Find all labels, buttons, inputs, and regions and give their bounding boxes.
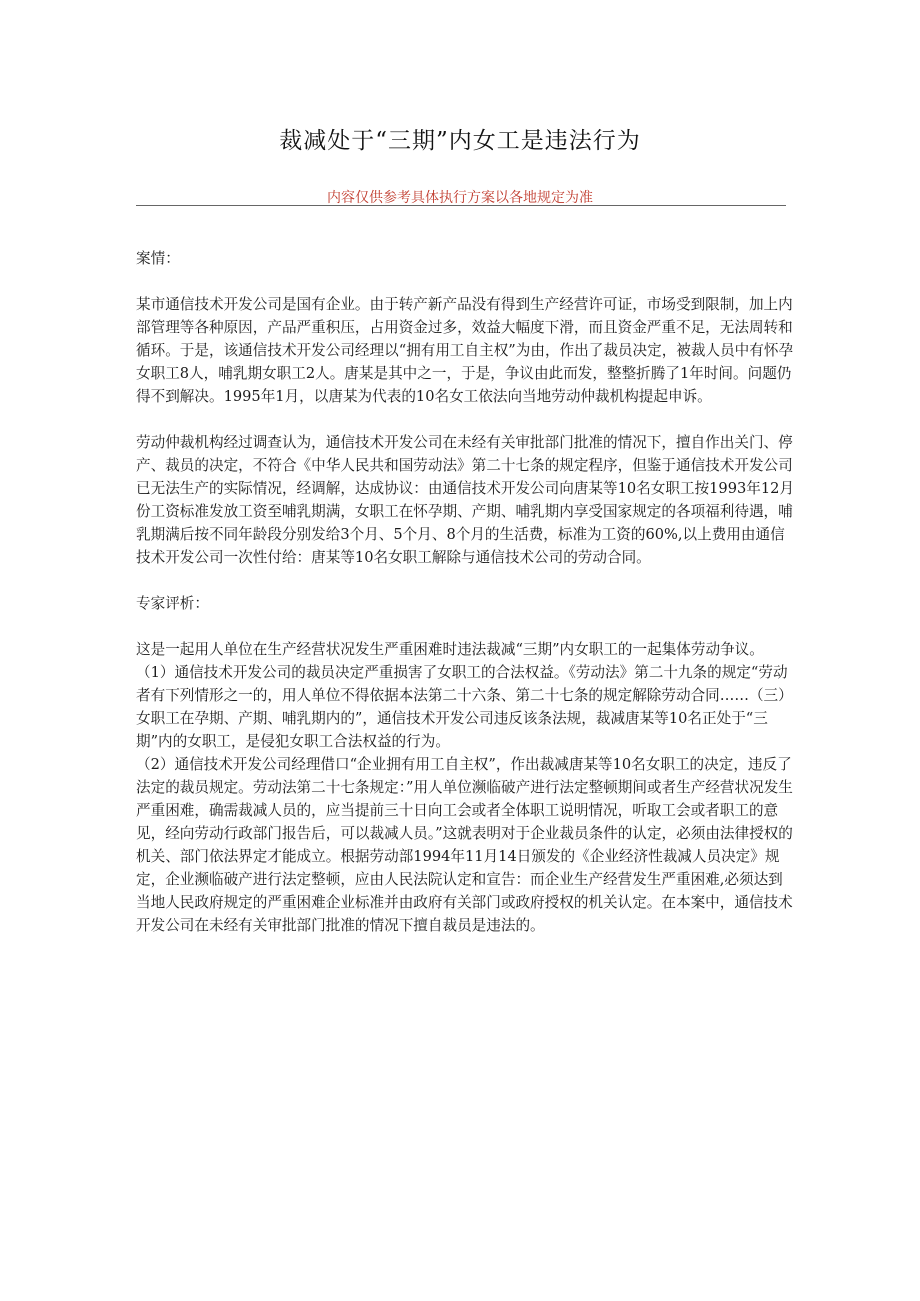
case-paragraph-1: 某市通信技术开发公司是国有企业。由于转产新产品没有得到生产经营许可证，市场受到限制，加上内部管理等各种原因，产品严重积压，占用资金过多，效益大幅度下滑，而且资金严重不足，无法周转和循环。于是，该通信技术开发公司经理以“拥有用工自主权”为由，作出了裁员决定，被裁人员中有怀孕女职工8人，哺乳期女职工2人。唐某是其中之一，于是，争议由此而发，整整折腾了1年时间。问题仍得不到解决。1995年1月，以唐某为代表的10名女工依法向当地劳动仲裁机构提起申诉。 <box>136 296 794 405</box>
expert-heading: 专家评析： <box>136 595 209 612</box>
expert-paragraph-1: 这是一起用人单位在生产经营状况发生严重困难时违法裁减“三期”内女职工的一起集体劳动争议。 <box>136 641 764 658</box>
expert-paragraph-2: （1）通信技术开发公司的裁员决定严重损害了女职工的合法权益。《劳动法》第二十九条的规定“劳动者有下列情形之一的，用人单位不得依据本法第二十六条、第二十七条的规定解除劳动合同……（三）女职工在孕期、产期、哺乳期内的”，通信技术开发公司违反该条法规，裁减唐某等10名正处于“三期”内的女职工，是侵犯女职工合法权益的行为。 <box>136 664 793 750</box>
document-title: 裁减处于“三期”内女工是违法行为 <box>279 128 641 154</box>
disclaimer-subtitle: 内容仅供参考具体执行方案以各地规定为准 <box>327 190 593 206</box>
document-body <box>136 247 796 937</box>
case-paragraph-2: 劳动仲裁机构经过调查认为，通信技术开发公司在未经有关审批部门批准的情况下，擅自作出关门、停产、裁员的决定，不符合《中华人民共和国劳动法》第二十七条的规定程序，但鉴于通信技术开发公司已无法生产的实际情况，经调解，达成协议：由通信技术开发公司向唐某等10名女职工按1993年12月份工资标准发放工资至哺乳期满，女职工在怀孕期、产期、哺乳期内享受国家规定的各项福利待遇，哺乳期满后按不同年龄段分别发给3个月、5个月、8个月的生活费，标准为工资的60%,以上费用由通信技术开发公司一次性付给：唐某等10名女职工解除与通信技术公司的劳动合同。 <box>136 434 795 566</box>
expert-paragraph-3: （2）通信技术开发公司经理借口“企业拥有用工自主权”，作出裁减唐某等10名女职工的决定，违反了法定的裁员规定。劳动法第二十七条规定：”用人单位濒临破产进行法定整顿期间或者生产经营状况发生严重困难，确需裁减人员的，应当提前三十日向工会或者全体职工说明情况，听取工会或者职工的意见，经向劳动行政部门报告后，可以裁减人员。”这就表明对于企业裁员条件的认定，必须由法律授权的机关、部门依法界定才能成立。根据劳动部1994年11月14日颁发的《企业经济性裁减人员决定》规定，企业濒临破产进行法定整顿，应由人民法院认定和宣告：而企业生产经营发生严重困难,必须达到当地人民政府规定的严重困难企业标准并由政府有关部门或政府授权的机关认定。在本案中，通信技术开发公司在未经有关审批部门批准的情况下擅自裁员是违法的。 <box>136 756 793 934</box>
spacer <box>136 408 796 431</box>
spacer <box>136 615 796 638</box>
spacer <box>136 270 796 293</box>
spacer <box>136 569 796 592</box>
header-divider <box>136 205 786 206</box>
case-heading: 案情： <box>136 250 180 267</box>
